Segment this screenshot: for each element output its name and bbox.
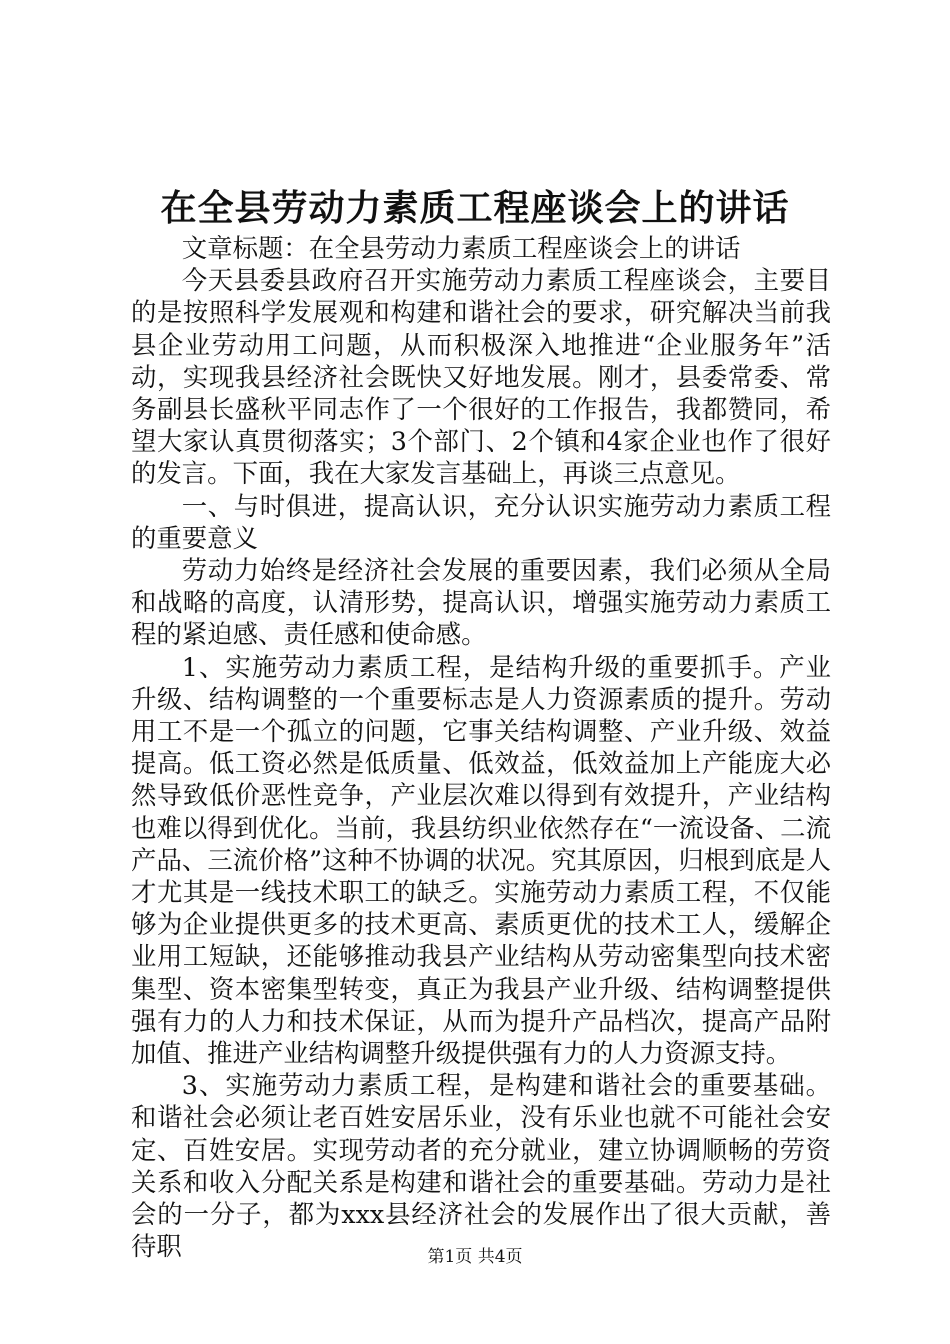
paragraph-labor-importance: 劳动力始终是经济社会发展的重要因素，我们必须从全局和战略的高度，认清形势，提高认识，增强实施劳动力素质工程的紧迫感、责任感和使命感。 xyxy=(131,555,831,650)
article-heading-line: 文章标题：在全县劳动力素质工程座谈会上的讲话 xyxy=(181,233,741,263)
page-footer: 第1页 共4页 xyxy=(427,1247,523,1267)
paragraph-intro: 今天县委县政府召开实施劳动力素质工程座谈会，主要目的是按照科学发展观和构建和谐社会的要求，研究解决当前我县企业劳动用工问题，从而积极深入地推进“企业服务年”活动，实现我县经济社会既快又好地发展。刚才，县委常委、常务副县长盛秋平同志作了一个很好的工作报告，我都赞同，希望大家认真贯彻落实；3个部门、2个镇和4家企业也作了很好的发言。下面，我在大家发言基础上，再谈三点意见。 xyxy=(131,265,831,489)
section-heading-1: 一、与时俱进，提高认识，充分认识实施劳动力素质工程的重要意义 xyxy=(131,490,831,553)
paragraph-point-3: 3、实施劳动力素质工程，是构建和谐社会的重要基础。和谐社会必须让老百姓安居乐业，没有乐业也就不可能社会安定、百姓安居。实现劳动者的充分就业，建立协调顺畅的劳资关系和收入分配关系是构建和谐社会的重要基础。劳动力是社会的一分子，都为xxx县经济社会的发展作出了很大贡献，善待职 xyxy=(131,1070,831,1262)
paragraph-point-1: 1、实施劳动力素质工程，是结构升级的重要抓手。产业升级、结构调整的一个重要标志是人力资源素质的提升。劳动用工不是一个孤立的问题，它事关结构调整、产业升级、效益提高。低工资必然是低质量、低效益，低效益加上产能庞大必然导致低价恶性竞争，产业层次难以得到有效提升，产业结构也难以得到优化。当前，我县纺织业依然存在“一流设备、二流产品、三流价格”这种不协调的状况。究其原因，归根到底是人才尤其是一线技术职工的缺乏。实施劳动力素质工程，不仅能够为企业提供更多的技术更高、素质更优的技术工人，缓解企业用工短缺，还能够推动我县产业结构从劳动密集型向技术密集型、资本密集型转变，真正为我县产业升级、结构调整提供强有力的人力和技术保证，从而为提升产品档次，提高产品附加值、推进产业结构调整升级提供强有力的人力资源支持。 xyxy=(131,651,831,1069)
document-title: 在全县劳动力素质工程座谈会上的讲话 xyxy=(160,187,790,229)
document-body xyxy=(131,232,831,1263)
